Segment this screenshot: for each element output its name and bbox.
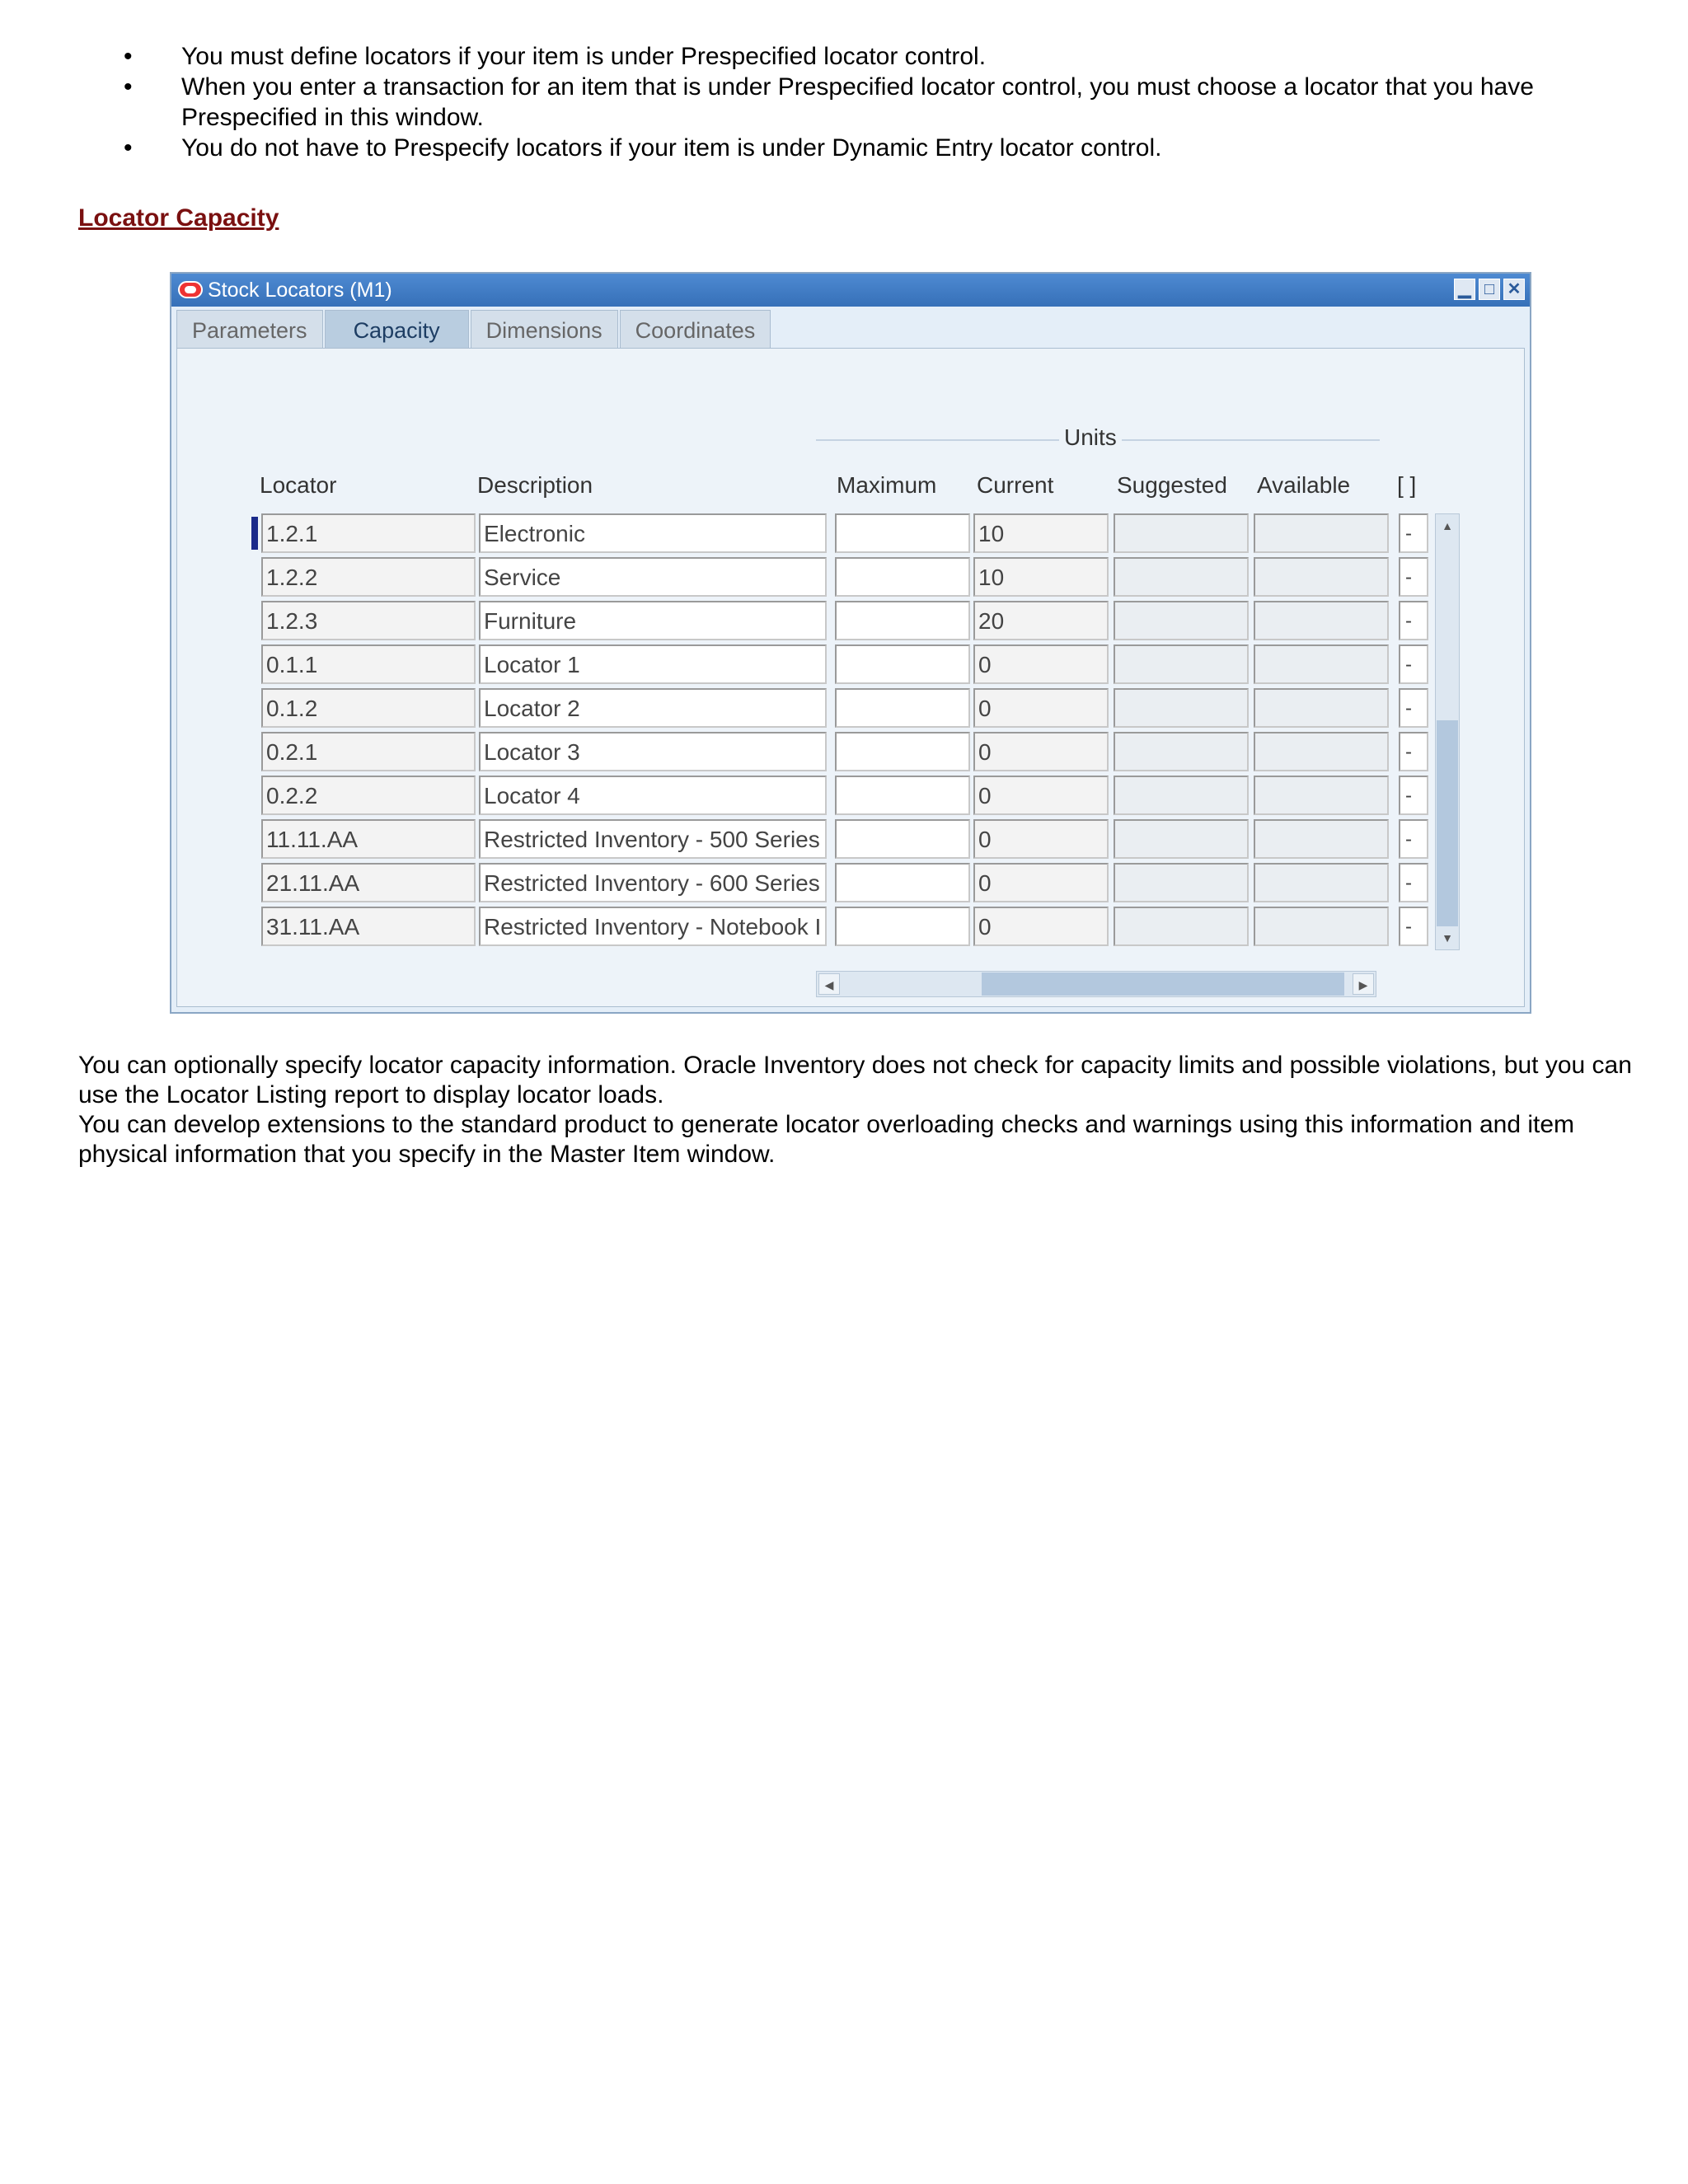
column-header-available: Available [1257, 472, 1351, 498]
table-row[interactable] [251, 907, 1430, 946]
suggested-field[interactable] [1114, 732, 1249, 771]
maximum-field[interactable] [835, 513, 970, 553]
available-field[interactable] [1254, 863, 1389, 902]
suggested-field[interactable] [1114, 907, 1249, 946]
locator-field[interactable]: 1.2.1 [261, 513, 476, 553]
locator-field[interactable]: 0.2.2 [261, 776, 476, 815]
flexfield-field[interactable]: - [1399, 863, 1428, 902]
bullet-marker: • [124, 43, 133, 70]
maximize-icon[interactable]: □ [1479, 279, 1500, 300]
available-field[interactable] [1254, 907, 1389, 946]
column-header-flexfield: [ ] [1397, 472, 1417, 498]
maximum-field[interactable] [835, 688, 970, 728]
current-field[interactable]: 0 [973, 644, 1109, 684]
bullet-item [124, 41, 1648, 72]
column-header-description: Description [477, 472, 593, 498]
suggested-field[interactable] [1114, 513, 1249, 553]
suggested-field[interactable] [1114, 819, 1249, 859]
description-field[interactable]: Locator 2 [479, 688, 827, 728]
locator-field[interactable]: 0.2.1 [261, 732, 476, 771]
current-field[interactable]: 10 [973, 513, 1109, 553]
tab-parameters[interactable]: Parameters [176, 310, 323, 348]
available-field[interactable] [1254, 688, 1389, 728]
current-field[interactable]: 10 [973, 557, 1109, 597]
table-row[interactable] [251, 776, 1430, 815]
current-field[interactable]: 0 [973, 732, 1109, 771]
bullet-text: When you enter a transaction for an item that is under Prespecified locator control, you must choose a locator that you have Prespecified in this window. [181, 73, 1534, 131]
suggested-field[interactable] [1114, 557, 1249, 597]
suggested-field[interactable] [1114, 601, 1249, 640]
description-field[interactable]: Electronic [479, 513, 827, 553]
current-field[interactable]: 0 [973, 863, 1109, 902]
scroll-up-icon[interactable]: ▲ [1442, 519, 1453, 532]
flexfield-field[interactable]: - [1399, 819, 1428, 859]
horizontal-scrollbar[interactable] [816, 971, 1376, 997]
suggested-field[interactable] [1114, 863, 1249, 902]
maximum-field[interactable] [835, 863, 970, 902]
window-controls [1454, 279, 1525, 300]
current-field[interactable]: 0 [973, 819, 1109, 859]
scroll-left-icon[interactable]: ◀ [818, 973, 840, 995]
paragraph: You can optionally specify locator capacity information. Oracle Inventory does not check for capacity limits and possible violations, but you can use the Locator Listing report to display locator loads. [78, 1052, 1632, 1108]
flexfield-field[interactable]: - [1399, 732, 1428, 771]
description-field[interactable]: Locator 3 [479, 732, 827, 771]
locator-field[interactable]: 31.11.AA [261, 907, 476, 946]
table-row[interactable] [251, 819, 1430, 859]
current-field[interactable]: 0 [973, 907, 1109, 946]
suggested-field[interactable] [1114, 644, 1249, 684]
flexfield-field[interactable]: - [1399, 776, 1428, 815]
table-row[interactable] [251, 601, 1430, 640]
maximum-field[interactable] [835, 907, 970, 946]
maximum-field[interactable] [835, 601, 970, 640]
flexfield-field[interactable]: - [1399, 907, 1428, 946]
tab-bar [176, 310, 772, 348]
available-field[interactable] [1254, 732, 1389, 771]
units-group-label: Units [1059, 424, 1122, 451]
maximum-field[interactable] [835, 819, 970, 859]
body-text [78, 1051, 1644, 1169]
oracle-logo-icon [178, 281, 203, 298]
current-field[interactable]: 20 [973, 601, 1109, 640]
available-field[interactable] [1254, 819, 1389, 859]
maximum-field[interactable] [835, 644, 970, 684]
description-field[interactable]: Restricted Inventory - Notebook I [479, 907, 827, 946]
minimize-icon[interactable]: ▁ [1454, 279, 1475, 300]
bullet-item [124, 133, 1648, 163]
flexfield-field[interactable]: - [1399, 644, 1428, 684]
maximum-field[interactable] [835, 557, 970, 597]
locator-field[interactable]: 0.1.2 [261, 688, 476, 728]
bullet-item [124, 72, 1648, 133]
capacity-panel [176, 348, 1525, 1007]
scroll-right-icon[interactable]: ▶ [1353, 973, 1374, 995]
current-field[interactable]: 0 [973, 688, 1109, 728]
flexfield-field[interactable]: - [1399, 557, 1428, 597]
description-field[interactable]: Restricted Inventory - 600 Series [479, 863, 827, 902]
suggested-field[interactable] [1114, 776, 1249, 815]
available-field[interactable] [1254, 776, 1389, 815]
paragraph: You can develop extensions to the standard product to generate locator overloading checks and warnings using this information and item physical information that you specify in the Master Item window. [78, 1111, 1575, 1168]
scroll-down-icon[interactable]: ▼ [1442, 931, 1453, 944]
suggested-field[interactable] [1114, 688, 1249, 728]
flexfield-field[interactable]: - [1399, 513, 1428, 553]
stock-locators-window [170, 272, 1531, 1014]
table-row[interactable] [251, 644, 1430, 684]
column-header-current: Current [977, 472, 1054, 498]
window-title: Stock Locators (M1) [208, 279, 392, 302]
flexfield-field[interactable]: - [1399, 601, 1428, 640]
column-header-suggested: Suggested [1117, 472, 1227, 498]
locator-field[interactable]: 11.11.AA [261, 819, 476, 859]
horizontal-scroll-thumb[interactable] [982, 972, 1344, 996]
available-field[interactable] [1254, 644, 1389, 684]
bullet-marker: • [124, 134, 133, 162]
locator-field[interactable]: 1.2.3 [261, 601, 476, 640]
tab-dimensions[interactable]: Dimensions [471, 310, 618, 348]
table-row[interactable] [251, 732, 1430, 771]
locator-field[interactable]: 0.1.1 [261, 644, 476, 684]
locator-field[interactable]: 21.11.AA [261, 863, 476, 902]
available-field[interactable] [1254, 513, 1389, 553]
current-record-indicator [251, 517, 258, 550]
description-field[interactable]: Furniture [479, 601, 827, 640]
description-field[interactable]: Restricted Inventory - 500 Series [479, 819, 827, 859]
tab-coordinates[interactable]: Coordinates [620, 310, 771, 348]
bullet-marker: • [124, 73, 133, 101]
bullet-text: You do not have to Prespecify locators if your item is under Dynamic Entry locator control. [181, 134, 1162, 162]
column-header-maximum: Maximum [837, 472, 937, 498]
locator-field[interactable]: 1.2.2 [261, 557, 476, 597]
table-row[interactable] [251, 688, 1430, 728]
bullet-list [124, 41, 1648, 163]
description-field[interactable]: Locator 1 [479, 644, 827, 684]
tab-capacity[interactable]: Capacity [325, 310, 469, 348]
vertical-scroll-thumb[interactable] [1437, 720, 1458, 926]
column-header-locator: Locator [260, 472, 337, 498]
current-field[interactable]: 0 [973, 776, 1109, 815]
vertical-scrollbar[interactable] [1435, 513, 1460, 950]
description-field[interactable]: Locator 4 [479, 776, 827, 815]
maximum-field[interactable] [835, 776, 970, 815]
table-row[interactable] [251, 513, 1430, 553]
available-field[interactable] [1254, 601, 1389, 640]
close-icon[interactable]: ✕ [1503, 279, 1525, 300]
window-titlebar [171, 274, 1530, 307]
table-row[interactable] [251, 557, 1430, 597]
bullet-text: You must define locators if your item is under Prespecified locator control. [181, 43, 987, 70]
description-field[interactable]: Service [479, 557, 827, 597]
flexfield-field[interactable]: - [1399, 688, 1428, 728]
available-field[interactable] [1254, 557, 1389, 597]
section-heading: Locator Capacity [78, 204, 279, 232]
maximum-field[interactable] [835, 732, 970, 771]
table-row[interactable] [251, 863, 1430, 902]
